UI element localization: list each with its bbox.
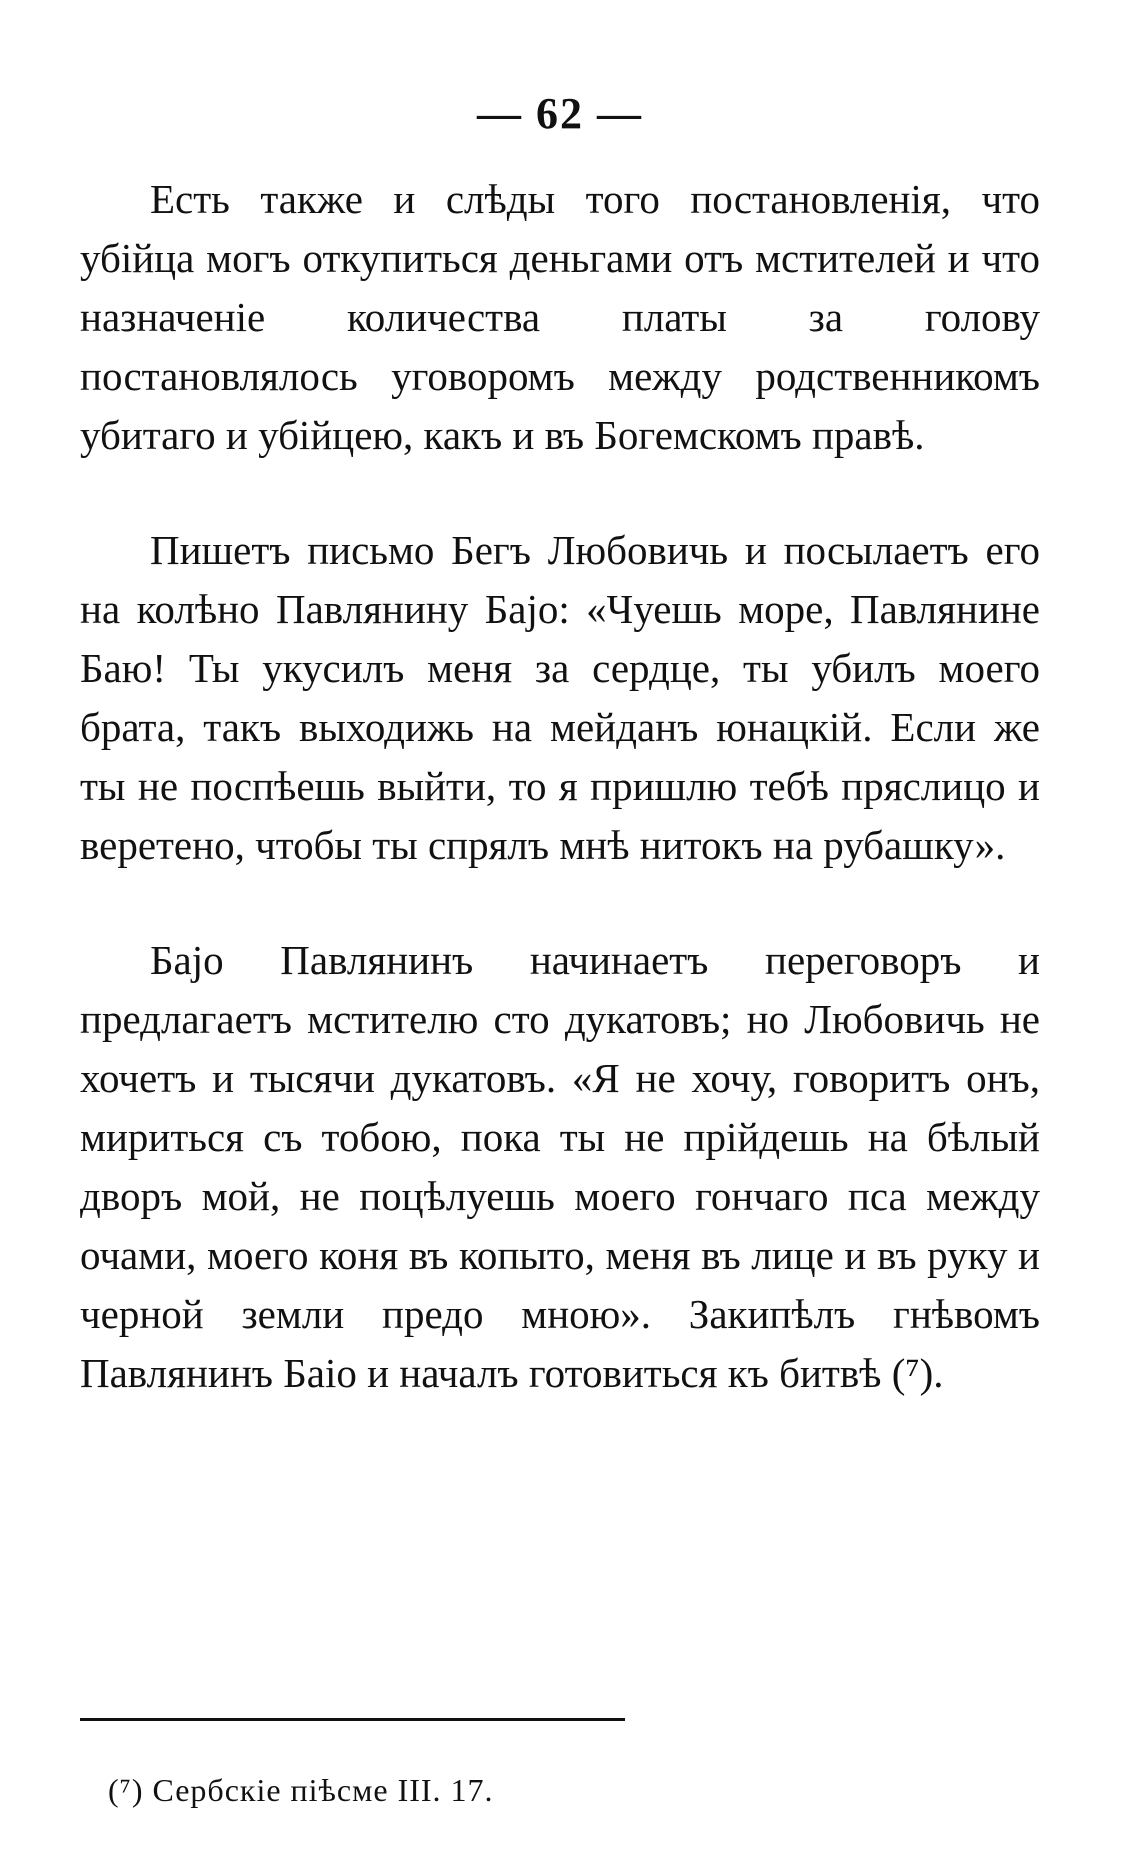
page-number: — 62 — bbox=[477, 89, 643, 138]
paragraph-1-text: Есть также и слѣды того постановленія, что убійца могъ откупиться деньгами отъ мстителей и что назначеніе количества платы за голову постановлялось уговоромъ между родственникомъ убитаго и убійцею, какъ и въ Богемскомъ правѣ. bbox=[80, 176, 1040, 458]
paragraph-3 bbox=[80, 931, 1040, 1403]
paragraph-2 bbox=[80, 521, 1040, 875]
footnote-divider bbox=[80, 1718, 625, 1721]
paragraph-3-text: Баjо Павлянинъ начинаетъ переговоръ и предлагаетъ мстителю сто дукатовъ; но Любовичь не хочетъ и тысячи дукатовъ. «Я не хочу, говоритъ онъ, мириться съ тобою, пока ты не прійдешь на бѣлый дворъ мой, не поцѣлуешь моего гончаго пса между очами, моего коня въ копыто, меня въ лице и въ руку и черной земли предо мною». Закипѣлъ гнѣвомъ Павлянинъ Баіо и началъ готовиться къ битвѣ (⁷). bbox=[80, 937, 1040, 1396]
paragraph-1 bbox=[80, 170, 1040, 465]
page-body bbox=[80, 88, 1040, 1403]
paragraph-2-text: Пишетъ письмо Бегъ Любовичь и посылаетъ его на колѣно Павлянину Баjо: «Чуешь море, Павлянине Баю! Ты укусилъ меня за сердце, ты убилъ моего брата, такъ выходижь на мейданъ юнацкій. Если же ты не поспѣешь выйти, то я пришлю тебѣ пряслицо и веретено, чтобы ты спрялъ мнѣ нитокъ на рубашку». bbox=[80, 527, 1040, 868]
footnote: (⁷) Сербскіе пiѣсме III. 17. bbox=[108, 1772, 494, 1808]
